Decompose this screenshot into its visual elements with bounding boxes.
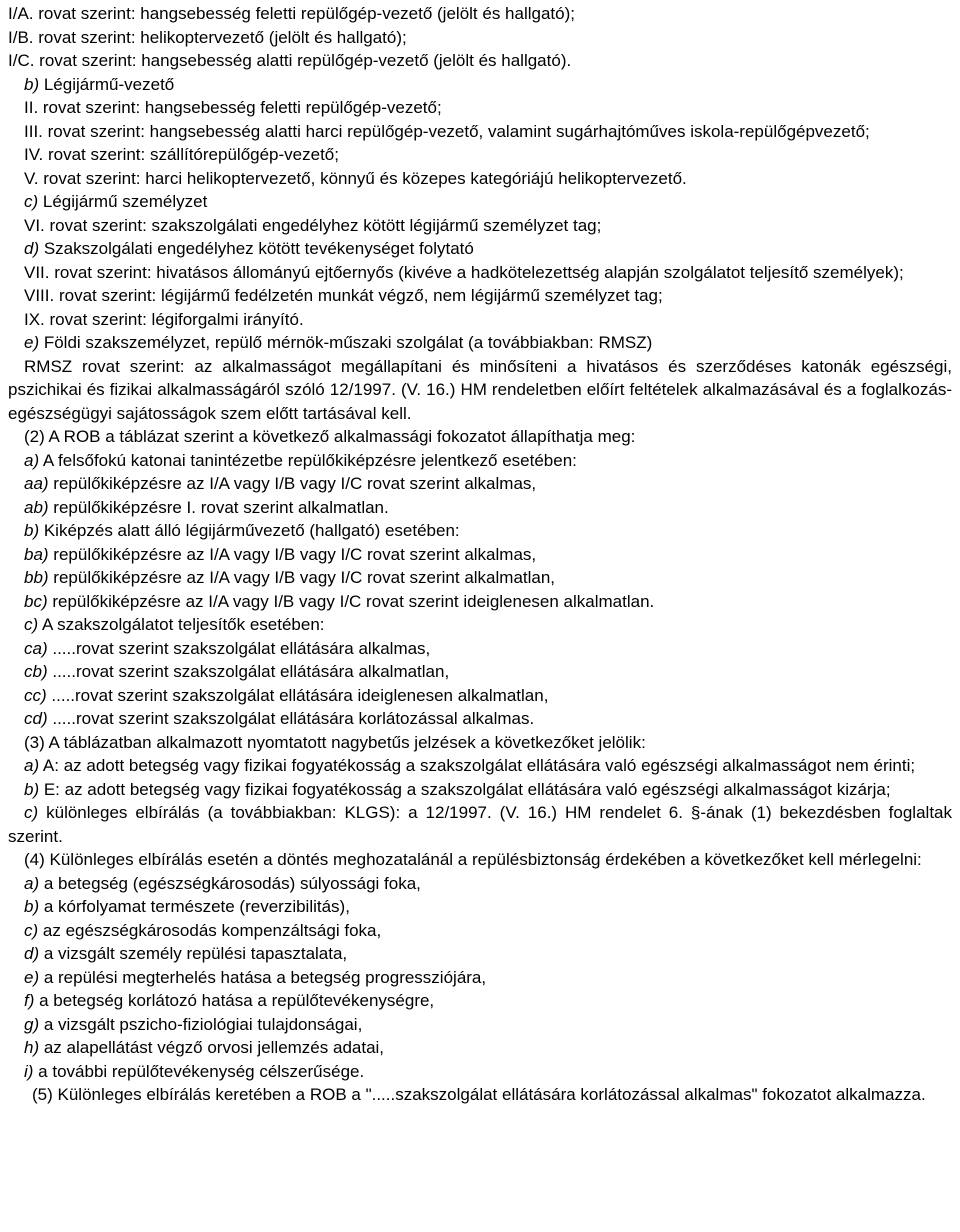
- item-label: b): [24, 74, 40, 94]
- list-item: ca) .....rovat szerint szakszolgálat ellátására alkalmas,: [24, 638, 431, 658]
- text-line: VIII. rovat szerint: légijármű fedélzetén munkát végző, nem légijármű személyzet tag;: [24, 286, 663, 305]
- text-line: I/B. rovat szerint: helikoptervezető (jelölt és hallgató);: [8, 27, 407, 47]
- item-label: aa): [24, 474, 49, 493]
- item-label: b): [24, 897, 40, 916]
- item-label: b): [24, 521, 40, 540]
- heading-text: Légijármű személyzet: [38, 192, 208, 211]
- list-item: d) a vizsgált személy repülési tapasztalata,: [24, 944, 348, 963]
- list-item: cd) .....rovat szerint szakszolgálat ellátására korlátozással alkalmas.: [24, 709, 535, 728]
- item-label: c): [24, 192, 39, 211]
- list-item: cc) .....rovat szerint szakszolgálat ellátására ideiglenesen alkalmatlan,: [24, 685, 549, 705]
- section-paragraph: (2) A ROB a táblázat szerint a következő alkalmassági fokozatot állapíthatja meg:: [24, 427, 636, 446]
- item-label: cb): [24, 662, 48, 681]
- text-line: IV. rovat szerint: szállítórepülőgép-vezető;: [24, 145, 339, 164]
- text-paragraph: VII. rovat szerint: hivatásos állományú ejtőernyős (kivéve a hadkötelezettség alapján szolgálatot teljesítő személyek);: [24, 262, 904, 282]
- item-label: e): [24, 967, 40, 987]
- text-line: IX. rovat szerint: légiforgalmi irányító.: [24, 309, 304, 329]
- item-label: f): [24, 991, 35, 1010]
- section-paragraph: (5) Különleges elbírálás keretében a ROB a ".....szakszolgálat ellátására korlátozással alkalmas" fokozatot alkalmazza.: [32, 1085, 926, 1104]
- list-item: e) a repülési megterhelés hatása a betegség progressziójára,: [24, 967, 487, 987]
- subsection-heading: [8, 331, 952, 355]
- item-label: i): [24, 1061, 34, 1081]
- text-line: I/C. rovat szerint: hangsebesség alatti repülőgép-vezető (jelölt és hallgató).: [8, 51, 572, 70]
- section-paragraph: (4) Különleges elbírálás esetén a döntés meghozatalánál a repülésbiztonság érdekében a következőket kell mérlegelni:: [24, 850, 922, 869]
- text-line: II. rovat szerint: hangsebesség feletti repülőgép-vezető;: [24, 98, 442, 117]
- list-item: ab) repülőkiképzésre I. rovat szerint alkalmatlan.: [24, 497, 389, 517]
- heading-text: Légijármű-vezető: [39, 74, 175, 94]
- list-item: cb) .....rovat szerint szakszolgálat ellátására alkalmatlan,: [24, 662, 450, 681]
- item-label: cd): [24, 709, 48, 728]
- subsection-heading: [8, 190, 952, 214]
- list-item: c) az egészségkárosodás kompenzáltsági foka,: [24, 920, 382, 940]
- list-item: c) különleges elbírálás (a továbbiakban: KLGS): a 12/1997. (V. 16.) HM rendelet 6. §-ának (1) bekezdésben foglaltak szerint.: [8, 803, 952, 846]
- heading-text: Szakszolgálati engedélyhez kötött tevékenységet folytató: [39, 239, 474, 258]
- list-item: ba) repülőkiképzésre az I/A vagy I/B vagy I/C rovat szerint alkalmas,: [24, 544, 537, 564]
- item-label: d): [24, 239, 40, 258]
- text-paragraph: III. rovat szerint: hangsebesség alatti harci repülőgép-vezető, valamint sugárhajtóműves iskola-repülőgépvezető;: [24, 121, 870, 141]
- list-item: g) a vizsgált pszicho-fiziológiai tulajdonságai,: [24, 1014, 363, 1034]
- item-label: b): [24, 779, 40, 799]
- item-label: ab): [24, 497, 49, 517]
- item-label: a): [24, 873, 40, 893]
- list-item: a) A felsőfokú katonai tanintézetbe repülőkiképzésre jelentkező esetében:: [24, 450, 577, 470]
- list-item: a) a betegség (egészségkárosodás) súlyossági foka,: [24, 873, 421, 893]
- list-item: b) Kiképzés alatt álló légijárművezető (hallgató) esetében:: [24, 521, 460, 540]
- list-item: i) a további repülőtevékenység célszerűsége.: [24, 1061, 365, 1081]
- text-line: V. rovat szerint: harci helikoptervezető, könnyű és közepes kategóriájú helikoptervezető.: [24, 168, 687, 188]
- item-label: d): [24, 944, 40, 963]
- item-label: h): [24, 1038, 40, 1057]
- text-line: VI. rovat szerint: szakszolgálati engedélyhez kötött légijármű személyzet tag;: [24, 215, 602, 235]
- list-item: a) A: az adott betegség vagy fizikai fogyatékosság a szakszolgálat ellátására való egészségi alkalmasságot nem érinti;: [24, 756, 916, 775]
- item-label: cc): [24, 685, 47, 705]
- item-label: a): [24, 450, 40, 470]
- item-label: a): [24, 756, 40, 775]
- item-label: c): [24, 920, 39, 940]
- list-item: b) E: az adott betegség vagy fizikai fogyatékosság a szakszolgálat ellátására való egészségi alkalmasságot kizárja;: [24, 779, 891, 799]
- subsection-heading: [8, 73, 952, 97]
- item-label: bb): [24, 568, 49, 587]
- list-item: bb) repülőkiképzésre az I/A vagy I/B vagy I/C rovat szerint alkalmatlan,: [24, 568, 556, 587]
- item-label: ba): [24, 544, 49, 564]
- heading-text: Földi szakszemélyzet, repülő mérnök-műszaki szolgálat (a továbbiakban: RMSZ): [39, 333, 653, 352]
- subsection-heading: [8, 237, 952, 261]
- item-label: ca): [24, 638, 48, 658]
- list-item: c) A szakszolgálatot teljesítők esetében:: [24, 615, 325, 634]
- item-label: c): [24, 803, 39, 822]
- section-paragraph: (3) A táblázatban alkalmazott nyomtatott nagybetűs jelzések a következőket jelölik:: [24, 732, 646, 752]
- text-line: I/A. rovat szerint: hangsebesség feletti repülőgép-vezető (jelölt és hallgató);: [8, 4, 575, 23]
- list-item: h) az alapellátást végző orvosi jellemzés adatai,: [24, 1038, 385, 1057]
- list-item: b) a kórfolyamat természete (reverzibilitás),: [24, 897, 350, 916]
- item-label: e): [24, 333, 40, 352]
- item-label: c): [24, 615, 39, 634]
- item-label: bc): [24, 591, 48, 611]
- list-item: bc) repülőkiképzésre az I/A vagy I/B vagy I/C rovat szerint ideiglenesen alkalmatlan.: [24, 591, 655, 611]
- list-item: f) a betegség korlátozó hatása a repülőtevékenységre,: [24, 991, 435, 1010]
- list-item: aa) repülőkiképzésre az I/A vagy I/B vagy I/C rovat szerint alkalmas,: [24, 474, 537, 493]
- text-paragraph: RMSZ rovat szerint: az alkalmasságot megállapítani és minősíteni a hivatásos és szerződéses katonák egészségi, pszichikai és fizikai alkalmasságáról szóló 12/1997. (V. 16.) HM rendeletben előírt feltételek alkalmazásával és a foglalkozás-egészségügyi sajátosságok szem előtt tartásával kell.: [8, 356, 952, 423]
- item-label: g): [24, 1014, 40, 1034]
